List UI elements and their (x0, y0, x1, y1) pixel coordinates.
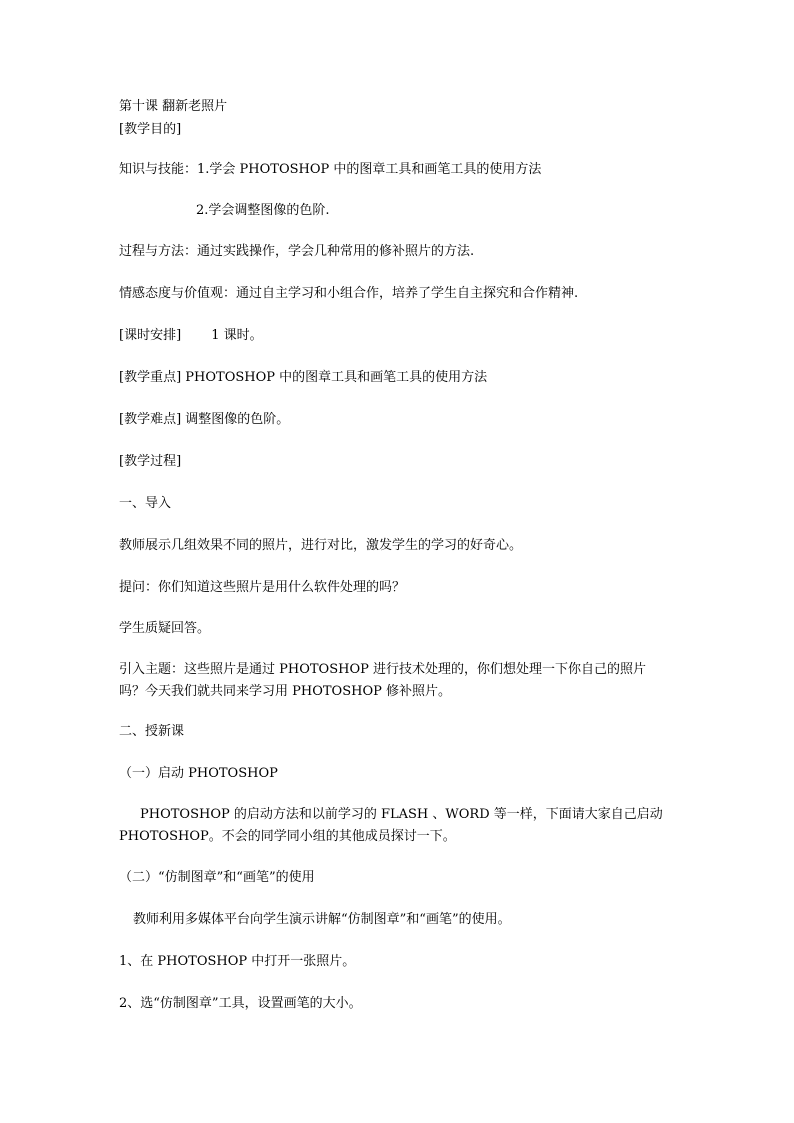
objective-heading: [教学目的] (119, 122, 182, 137)
key-point: [教学重点] PHOTOSHOP 中的图章工具和画笔工具的使用方法 (119, 370, 488, 385)
schedule: [课时安排] 1 课时。 (119, 328, 263, 343)
lesson-title: 第十课 翻新老照片 (119, 99, 228, 114)
knowledge-skills: 知识与技能：1.学会 PHOTOSHOP 中的图章工具和画笔工具的使用方法 (119, 162, 542, 177)
intro-paragraph-2: 提问：你们知道这些照片是用什么软件处理的吗？ (119, 580, 406, 595)
subsection-1-title: （一）启动 PHOTOSHOP (119, 766, 278, 781)
subsection-2-title: （二）“仿制图章”和“画笔”的使用 (119, 870, 315, 885)
intro-paragraph-1: 教师展示几组效果不同的照片，进行对比，激发学生的学习的好奇心。 (119, 538, 523, 553)
intro-paragraph-3: 学生质疑回答。 (119, 621, 211, 636)
section-intro: 一、导入 (119, 496, 172, 511)
process-method: 过程与方法：通过实践操作，学会几种常用的修补照片的方法. (119, 244, 475, 259)
process-heading: [教学过程] (119, 454, 182, 469)
intro-paragraph-4-line-1: 引入主题：这些照片是通过 PHOTOSHOP 进行技术处理的，你们想处理一下你自己的照片 (119, 662, 646, 677)
knowledge-skills-2: 2.学会调整图像的色阶. (196, 203, 330, 218)
step-2: 2、选“仿制图章”工具，设置画笔的大小。 (119, 996, 362, 1011)
intro-paragraph-4-line-2: 吗？今天我们就共同来学习用 PHOTOSHOP 修补照片。 (119, 684, 451, 699)
section-new: 二、授新课 (119, 724, 185, 739)
emotion-values: 情感态度与价值观：通过自主学习和小组合作，培养了学生自主探究和合作精神. (119, 286, 579, 301)
subsection-1-paragraph-line-2: PHOTOSHOP。不会的同学同小组的其他成员探讨一下。 (119, 829, 456, 844)
subsection-2-paragraph: 教师利用多媒体平台向学生演示讲解“仿制图章”和“画笔”的使用。 (133, 912, 511, 927)
step-1: 1、在 PHOTOSHOP 中打开一张照片。 (119, 954, 356, 969)
subsection-1-paragraph-line-1: PHOTOSHOP 的启动方法和以前学习的 FLASH 、WORD 等一样，下面请大家自己启动 (140, 807, 663, 822)
difficulty: [教学难点] 调整图像的色阶。 (119, 412, 290, 427)
